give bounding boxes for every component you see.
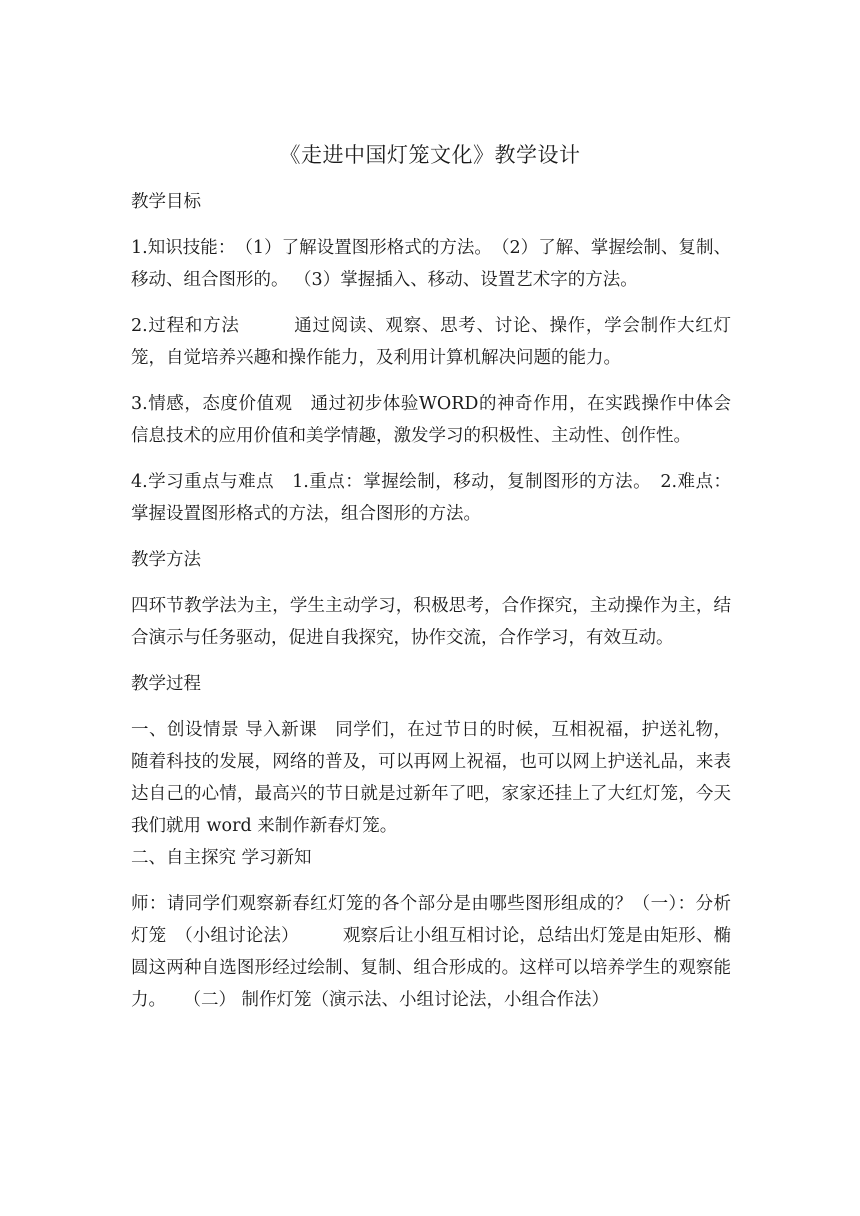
- goal-key-difficult-points: 4.学习重点与难点 1.重点：掌握绘制，移动，复制图形的方法。 2.难点：掌握设置图形格式的方法，组合图形的方法。: [131, 472, 731, 524]
- process-heading: 教学过程: [131, 674, 201, 694]
- methods-heading: 教学方法: [131, 550, 201, 570]
- methods-text: 四环节教学法为主，学生主动学习，积极思考，合作探究，主动操作为主，结合演示与任务驱动，促进自我探究，协作交流，合作学习，有效互动。: [131, 596, 731, 648]
- document-body: [131, 186, 731, 1030]
- goals-heading: 教学目标: [131, 192, 201, 212]
- document-title: 《走进中国灯笼文化》教学设计: [279, 143, 581, 167]
- process-analysis-text: 师：请同学们观察新春红灯笼的各个部分是由哪些图形组成的？（一）：分析灯笼 （小组讨论法） 观察后让小组互相讨论，总结出灯笼是由矩形、椭圆这两种自选图形经过绘制、复制、组合形成的。这样可以培养学生的观察能力。 （二） 制作灯笼（演示法、小组讨论法，小组合作法）: [131, 894, 731, 1010]
- goal-process-methods: 2.过程和方法 通过阅读、观察、思考、讨论、操作，学会制作大红灯笼，自觉培养兴趣和操作能力，及利用计算机解决问题的能力。: [131, 316, 731, 368]
- goal-knowledge-skills: 1.知识技能： （1）了解设置图形格式的方法。 （2）了解、掌握绘制、复制、移动、组合图形的。 （3）掌握插入、移动、设置艺术字的方法。: [131, 238, 731, 290]
- process-intro-text: 一、创设情景 导入新课 同学们，在过节日的时候，互相祝福，护送礼物，随着科技的发展，网络的普及，可以再网上祝福，也可以网上护送礼品，来表达自己的心情，最高兴的节日就是过新年了吧，家家还挂上了大红灯笼，今天我们就用 word 来制作新春灯笼。: [131, 720, 731, 836]
- process-explore-heading: 二、自主探究 学习新知: [131, 848, 312, 868]
- goal-emotion-values: 3.情感，态度价值观 通过初步体验WORD的神奇作用，在实践操作中体会信息技术的应用价值和美学情趣，激发学习的积极性、主动性、创作性。: [131, 394, 731, 446]
